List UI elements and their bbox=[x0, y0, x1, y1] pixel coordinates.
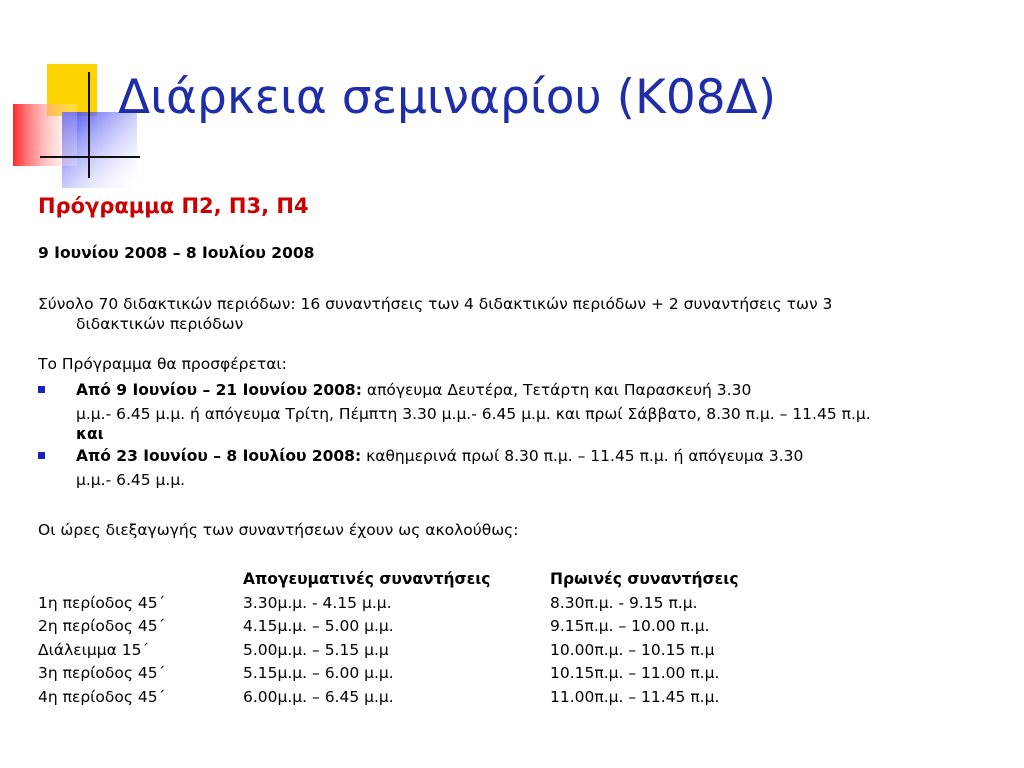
table-row bbox=[38, 639, 790, 663]
afternoon-cell: 3.30μ.μ. - 4.15 μ.μ. bbox=[243, 593, 392, 612]
bullet-2-bold: Από 23 Ιουνίου – 8 Ιουλίου 2008: bbox=[76, 447, 362, 465]
square-bullet-icon bbox=[38, 386, 45, 393]
table-row bbox=[38, 662, 790, 686]
program-intro: Το Πρόγραμμα θα προσφέρεται: bbox=[38, 355, 287, 373]
table-row bbox=[38, 686, 790, 710]
bullet-item-2 bbox=[38, 446, 998, 490]
bullet-2-text: καθημερινά πρωί 8.30 π.μ. – 11.45 π.μ. ή απόγευμα 3.30 bbox=[361, 447, 804, 465]
slide-title: Διάρκεια σεμιναρίου (Κ08Δ) bbox=[118, 70, 777, 125]
period-cell: 2η περίοδος 45΄ bbox=[38, 617, 166, 635]
bullet-2-line2: μ.μ.- 6.45 μ.μ. bbox=[76, 471, 186, 489]
header-morning: Πρωινές συναντήσεις bbox=[550, 570, 739, 588]
bullet-1-text: απόγευμα Δευτέρα, Τετάρτη και Παρασκευή 3.30 bbox=[361, 381, 752, 399]
square-bullet-icon bbox=[38, 452, 45, 459]
afternoon-cell: 5.15μ.μ. – 6.00 μ.μ. bbox=[243, 664, 394, 682]
header-period bbox=[38, 568, 243, 592]
program-subtitle: Πρόγραμμα Π2, Π3, Π4 bbox=[38, 194, 309, 218]
period-cell: Διάλειμμα 15΄ bbox=[38, 640, 150, 659]
morning-cell: 11.00π.μ. – 11.45 π.μ. bbox=[550, 687, 720, 706]
bullet-1-line2: μ.μ.- 6.45 μ.μ. ή απόγευμα Τρίτη, Πέμπτη 3.30 μ.μ.- 6.45 μ.μ. και πρωί Σάββατο, 8.30 π.μ. – 11.45 π.μ. bbox=[76, 405, 871, 423]
hours-intro: Οι ώρες διεξαγωγής των συναντήσεων έχουν ως ακολούθως: bbox=[38, 521, 519, 539]
header-afternoon: Απογευματινές συναντήσεις bbox=[243, 570, 491, 588]
table-row bbox=[38, 592, 790, 616]
date-range: 9 Ιουνίου 2008 – 8 Ιουλίου 2008 bbox=[38, 244, 315, 262]
bullet-1-bold: Από 9 Ιουνίου – 21 Ιουνίου 2008: bbox=[76, 381, 362, 399]
morning-cell: 10.15π.μ. – 11.00 π.μ. bbox=[550, 664, 720, 682]
schedule-bullets bbox=[38, 380, 998, 492]
bullet-item-1 bbox=[38, 380, 998, 444]
morning-cell: 9.15π.μ. – 10.00 π.μ. bbox=[550, 617, 710, 635]
total-line-2: διδακτικών περιόδων bbox=[76, 315, 244, 333]
morning-cell: 8.30π.μ. - 9.15 π.μ. bbox=[550, 593, 698, 612]
period-cell: 1η περίοδος 45΄ bbox=[38, 593, 166, 612]
total-periods-text bbox=[38, 294, 998, 334]
table-header-row bbox=[38, 568, 790, 592]
afternoon-cell: 4.15μ.μ. – 5.00 μ.μ. bbox=[243, 617, 394, 635]
total-line-1: Σύνολο 70 διδακτικών περιόδων: 16 συναντήσεις των 4 διδακτικών περιόδων + 2 συναντήσεις των 3 bbox=[38, 295, 833, 313]
afternoon-cell: 5.00μ.μ. – 5.15 μ.μ bbox=[243, 640, 389, 659]
morning-cell: 10.00π.μ. – 10.15 π.μ bbox=[550, 640, 715, 659]
period-cell: 3η περίοδος 45΄ bbox=[38, 664, 166, 682]
period-cell: 4η περίοδος 45΄ bbox=[38, 687, 166, 706]
schedule-table bbox=[38, 568, 790, 709]
table-row bbox=[38, 615, 790, 639]
afternoon-cell: 6.00μ.μ. – 6.45 μ.μ. bbox=[243, 687, 394, 706]
bullet-1-line3: και bbox=[76, 425, 104, 443]
